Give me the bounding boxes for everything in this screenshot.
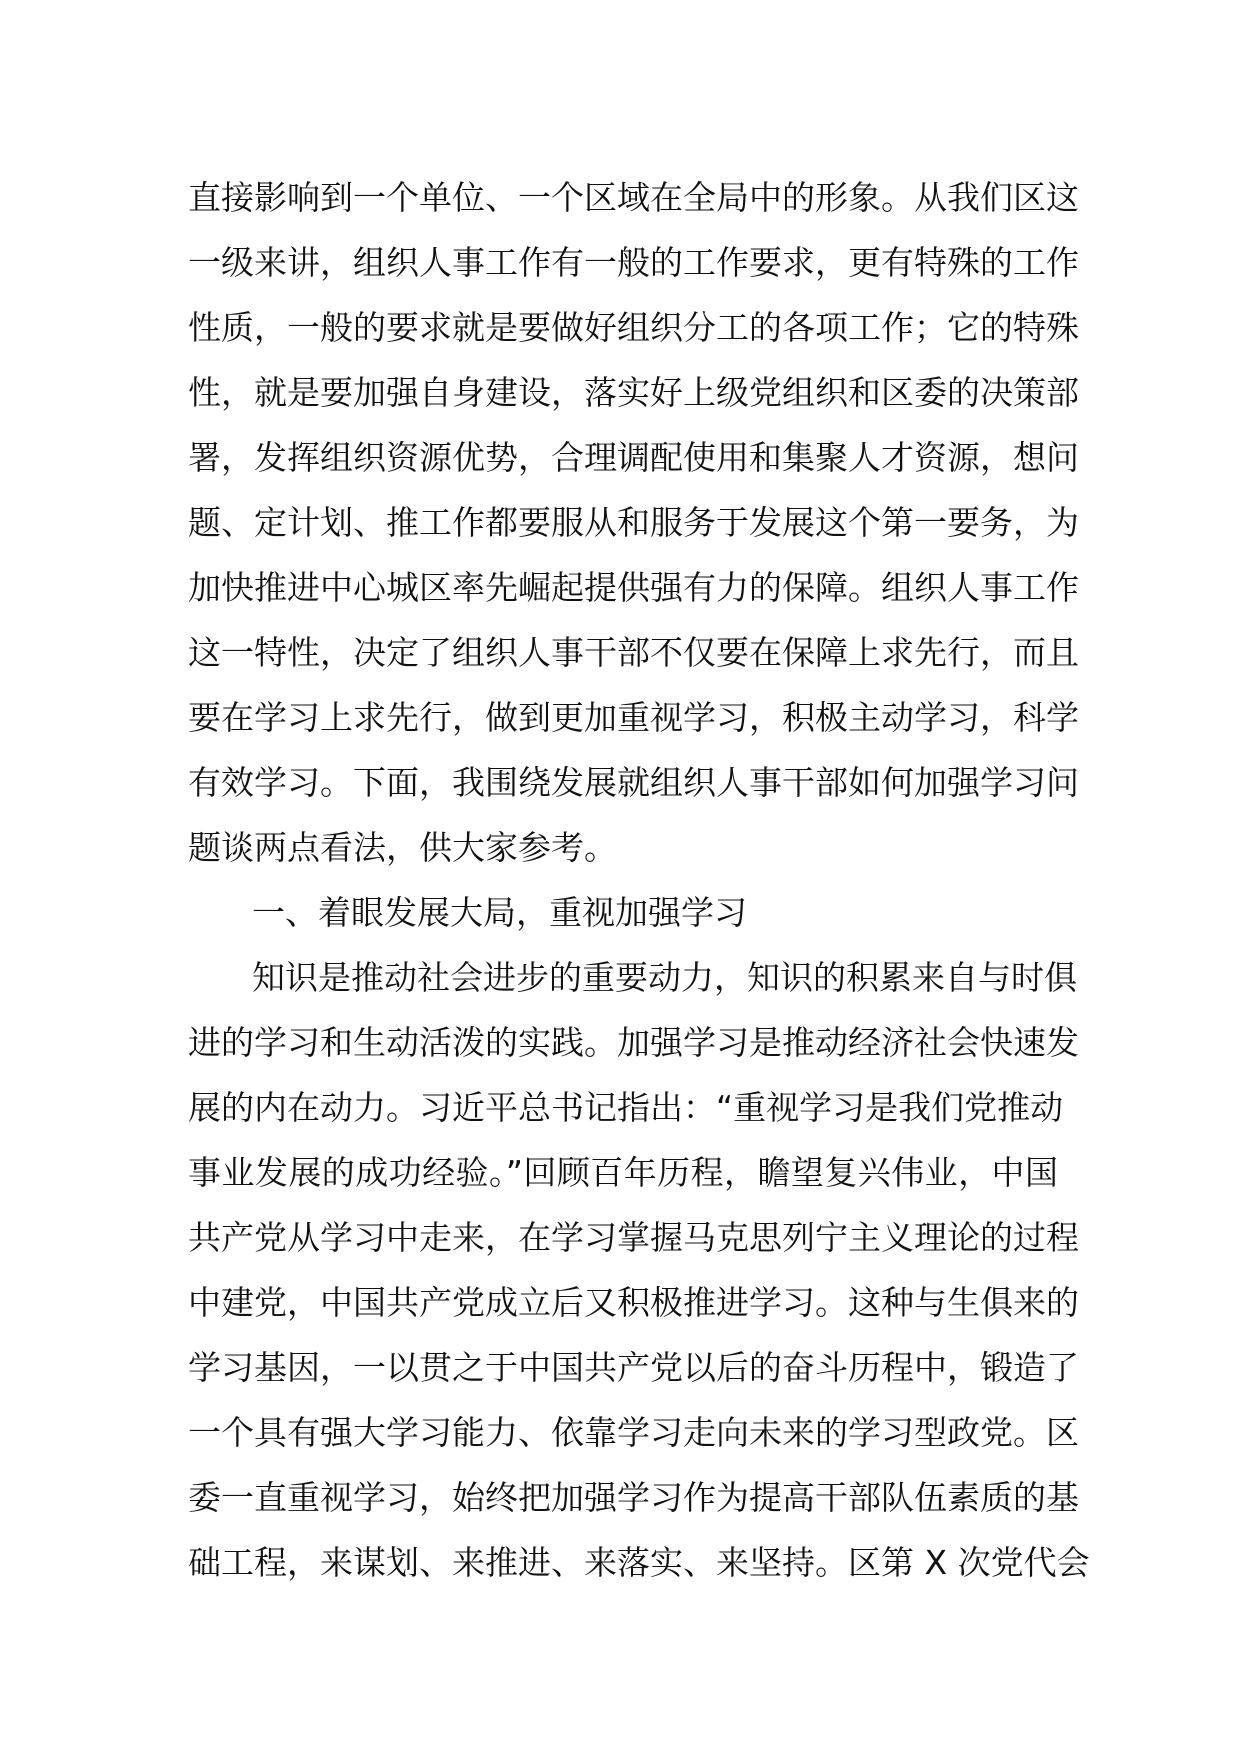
text-line: 署，发挥组织资源优势，合理调配使用和集聚人才资源，想问 [188, 438, 1079, 477]
text-line: 进的学习和生动活泼的实践。加强学习是推动经济社会快速发 [188, 1023, 1079, 1062]
text-line: 共产党从学习中走来，在学习掌握马克思列宁主义理论的过程 [188, 1218, 1079, 1257]
text-line: 中建党，中国共产党成立后又积极推进学习。这种与生俱来的 [188, 1283, 1079, 1322]
text-line: 有效学习。下面，我围绕发展就组织人事干部如何加强学习问 [188, 763, 1079, 802]
text-line: 学习基因，一以贯之于中国共产党以后的奋斗历程中，锻造了 [188, 1348, 1079, 1387]
text-line: 要在学习上求先行，做到更加重视学习，积极主动学习，科学 [188, 698, 1079, 737]
section-heading [188, 880, 1058, 945]
text-line: 事业发展的成功经验。”回顾百年历程，瞻望复兴伟业，中国 [188, 1153, 1058, 1192]
text-line: 这一特性，决定了组织人事干部不仅要在保障上求先行，而且 [188, 633, 1079, 672]
text-line: 题谈两点看法，供大家参考。 [188, 828, 617, 867]
text-line: 性，就是要加强自身建设，落实好上级党组织和区委的决策部 [188, 373, 1079, 412]
document-body [188, 165, 1090, 1595]
heading-line: 一、着眼发展大局，重视加强学习 [252, 893, 747, 932]
text-line: 一级来讲，组织人事工作有一般的工作要求，更有特殊的工作 [188, 243, 1079, 282]
text-line: 知识是推动社会进步的重要动力，知识的积累来自与时俱 [252, 958, 1077, 997]
text-line: 委一直重视学习，始终把加强学习作为提高干部队伍素质的基 [188, 1478, 1079, 1517]
paragraph-intro [188, 165, 1079, 880]
text-line: 一个具有强大学习能力、依靠学习走向未来的学习型政党。区 [188, 1413, 1079, 1452]
text-line: 题、定计划、推工作都要服从和服务于发展这个第一要务，为 [188, 503, 1079, 542]
paragraph-learning [188, 945, 1090, 1595]
text-line: 性质，一般的要求就是要做好组织分工的各项工作；它的特殊 [188, 308, 1079, 347]
text-line: 加快推进中心城区率先崛起提供强有力的保障。组织人事工作 [188, 568, 1079, 607]
text-line: 直接影响到一个单位、一个区域在全局中的形象。从我们区这 [188, 178, 1079, 217]
text-line: 础工程，来谋划、来推进、来落实、来坚持。区第 X 次党代会 [188, 1543, 1090, 1582]
text-line: 展的内在动力。习近平总书记指出：“重视学习是我们党推动 [188, 1088, 1064, 1127]
